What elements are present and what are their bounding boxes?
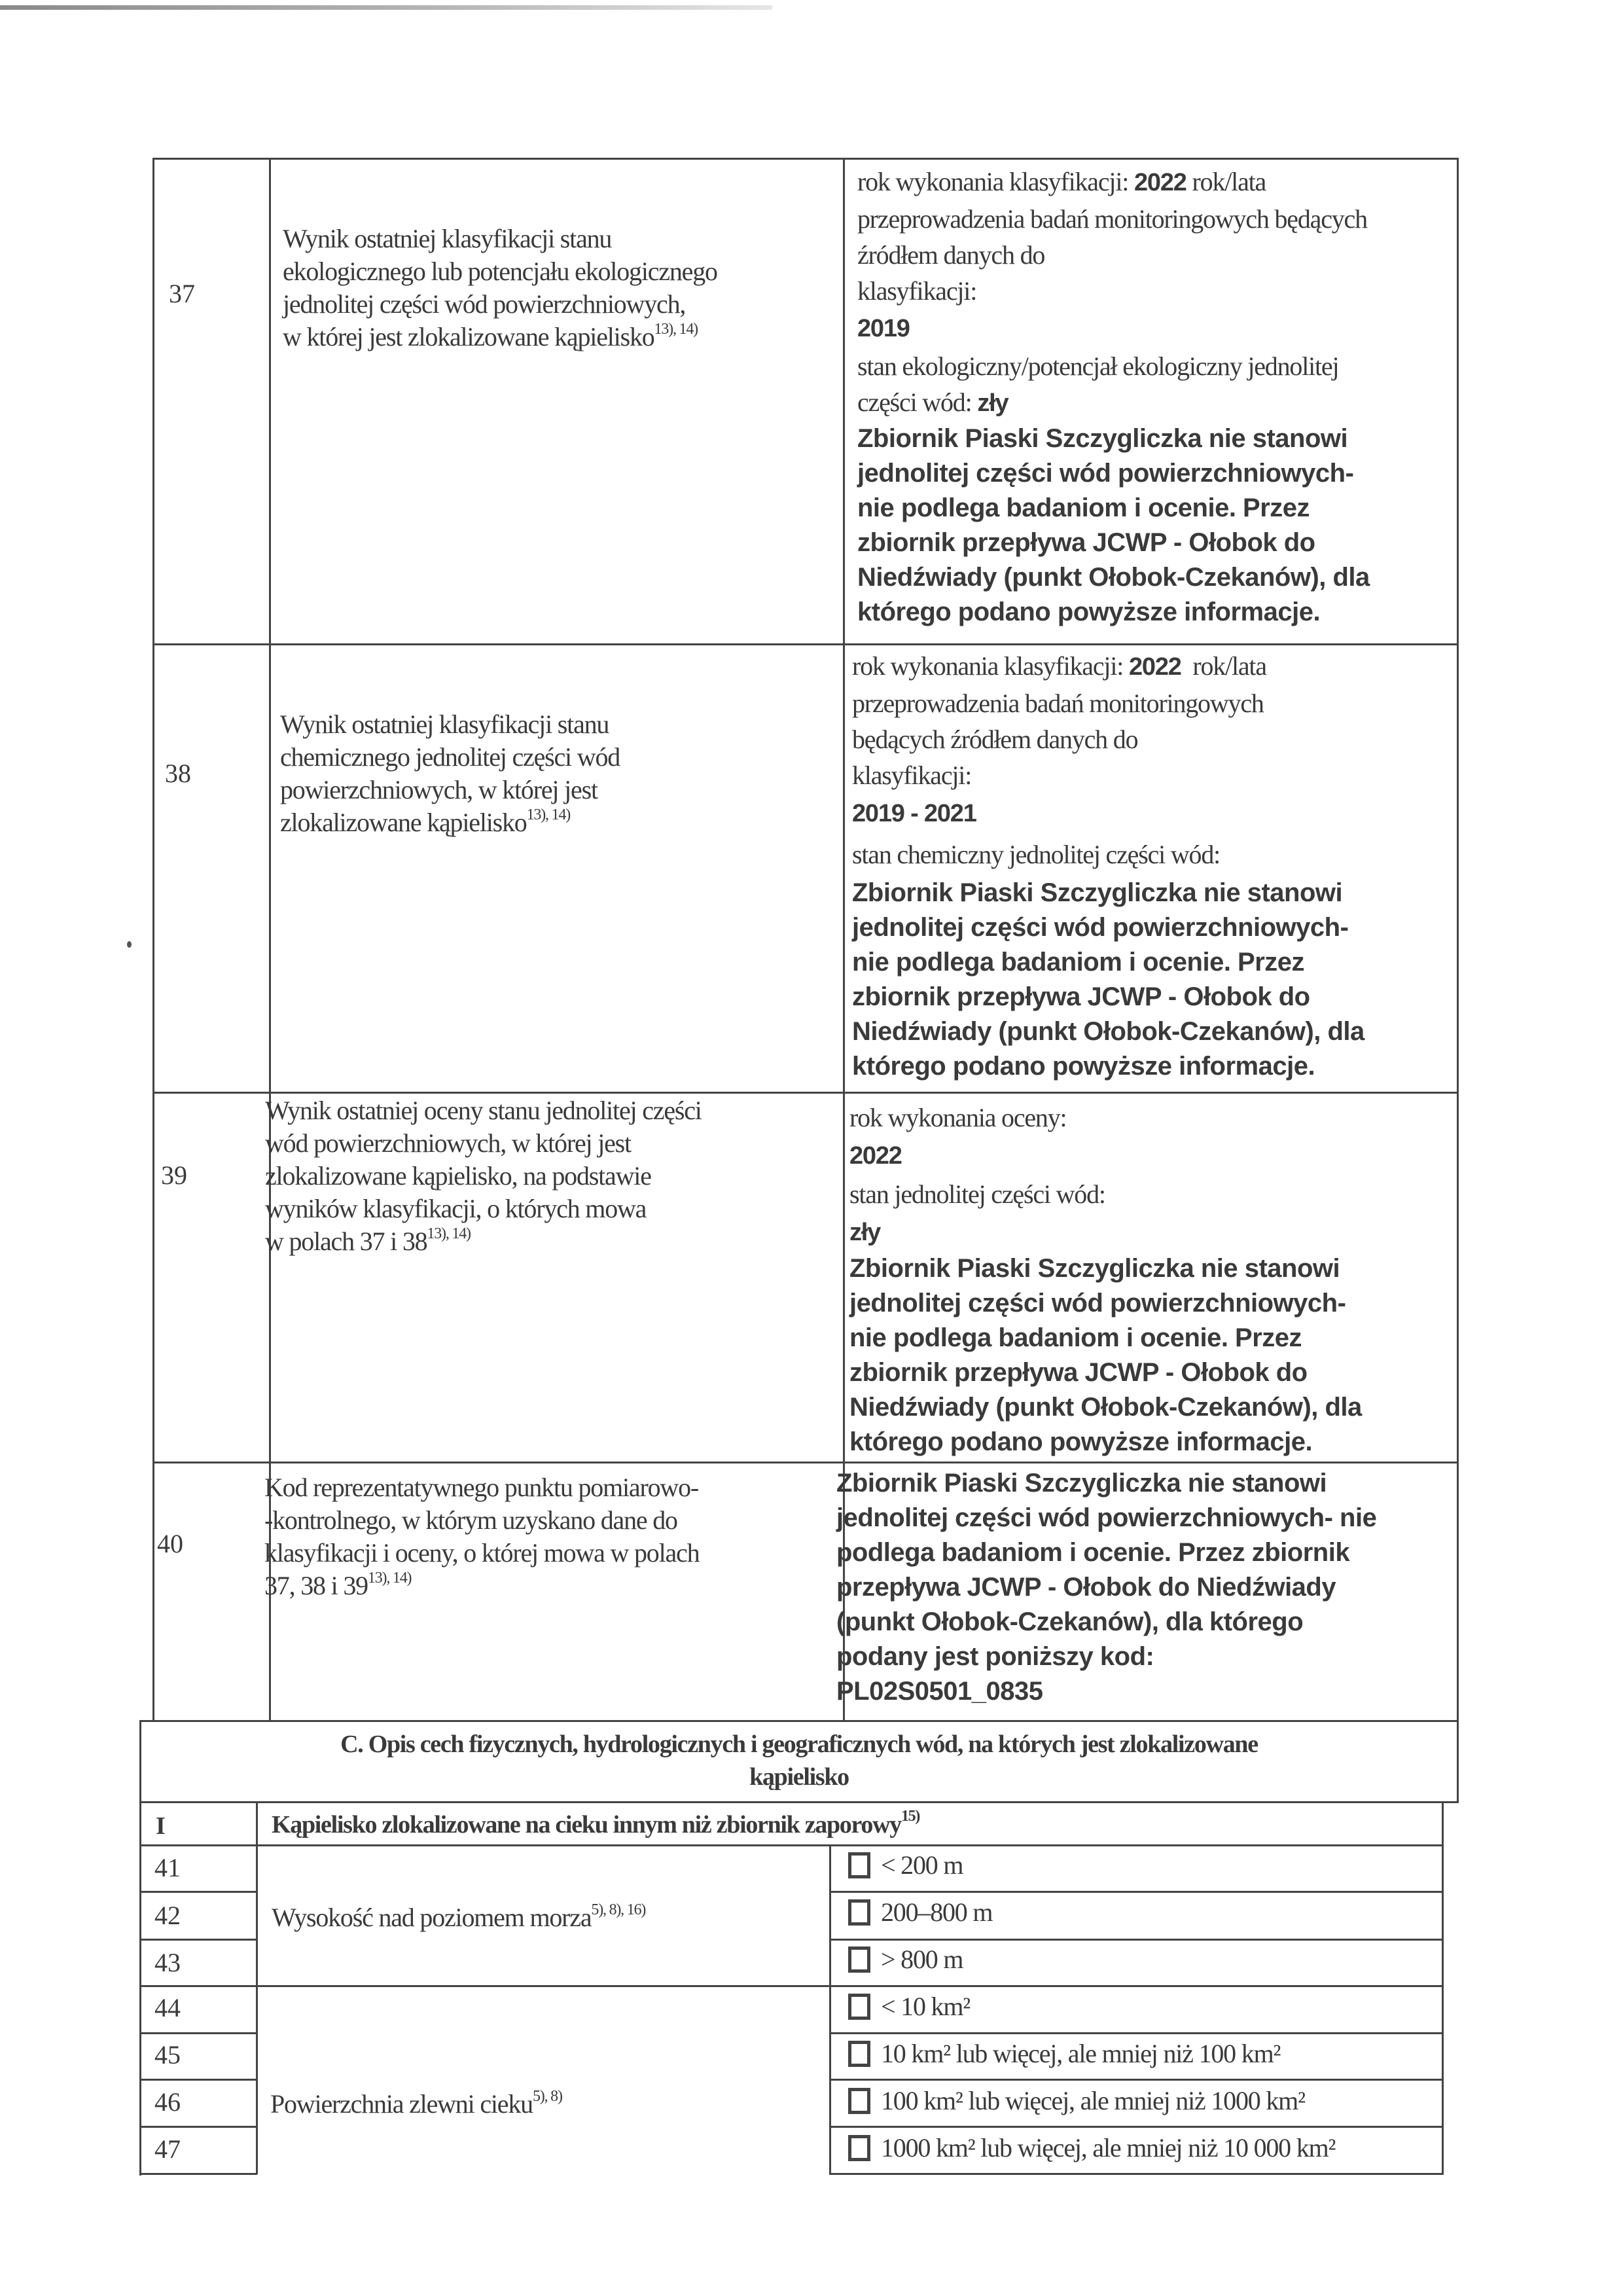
text-line: klasyfikacji: xyxy=(852,761,972,790)
catchment-option-10-100[interactable] xyxy=(848,2038,1280,2069)
text-line xyxy=(852,648,1451,685)
text-line: (punkt Ołobok-Czekanów), dla którego xyxy=(836,1607,1304,1636)
row-number: 38 xyxy=(165,759,191,788)
table-rule-horizontal xyxy=(152,158,1459,160)
text-line: C. Opis cech fizycznych, hydrologicznych i geograficznych wód, na których jest zlokalizowane xyxy=(340,1731,1258,1758)
text-line: ekologicznego lub potencjału ekologicznego xyxy=(283,257,717,286)
table-rule-horizontal xyxy=(829,2032,1444,2034)
option-number: 43 xyxy=(154,1948,181,1977)
text-line: -kontrolnego, w którym uzyskano dane do xyxy=(264,1505,677,1535)
table-rule-horizontal xyxy=(139,1985,1444,1987)
text-line: Kod reprezentatywnego punktu pomiarowo- xyxy=(264,1473,698,1502)
checkbox[interactable] xyxy=(848,1946,870,1973)
subsection-number: I xyxy=(156,1812,165,1840)
text-line: powierzchniowych, w której jest xyxy=(280,775,597,804)
scan-edge-line xyxy=(0,5,772,10)
row-label xyxy=(265,1094,834,1258)
catchment-option-1000-10000[interactable] xyxy=(848,2132,1335,2163)
text-line xyxy=(857,384,1453,422)
row-label xyxy=(280,708,836,839)
footnote-ref: 5), 8) xyxy=(532,2088,562,2105)
row-value xyxy=(852,648,1451,1084)
table-rule-horizontal xyxy=(139,1720,1459,1722)
altitude-option-200-800[interactable] xyxy=(848,1897,992,1928)
checkbox[interactable] xyxy=(848,1852,870,1878)
table-rule-horizontal xyxy=(152,1092,1459,1094)
row-label xyxy=(264,1471,840,1602)
text-line: źródłem danych do xyxy=(857,240,1045,270)
water-body-status: zły xyxy=(849,1219,881,1246)
monitoring-period: 2019 xyxy=(857,315,910,342)
classification-year: 2022 xyxy=(1128,653,1181,681)
text-line: nie podlega badaniom i ocenie. Przez xyxy=(857,493,1310,522)
table-rule-horizontal xyxy=(139,2079,257,2081)
text-line: części wód: xyxy=(857,387,972,417)
table-rule-vertical xyxy=(152,158,154,1722)
text-line: 100 km² lub więcej, ale mniej niż 1000 km² xyxy=(881,2086,1305,2115)
table-rule-horizontal xyxy=(139,1801,1459,1803)
table-rule-vertical xyxy=(1457,158,1459,1722)
note xyxy=(857,422,1453,630)
row-value xyxy=(836,1466,1455,1709)
text-line: Wynik ostatniej klasyfikacji stanu xyxy=(283,224,612,253)
text-line: nie podlega badaniom i ocenie. Przez xyxy=(852,948,1305,977)
text-line: przeprowadzenia badań monitoringowych xyxy=(852,689,1264,718)
text-line: Wynik ostatniej klasyfikacji stanu xyxy=(280,709,609,739)
row-number: 39 xyxy=(161,1160,187,1190)
table-rule-vertical xyxy=(256,1801,258,2174)
section-c-title xyxy=(141,1728,1457,1793)
text-line: jednolitej części wód powierzchniowych- nie xyxy=(836,1503,1377,1532)
text-line: wód powierzchniowych, w której jest xyxy=(265,1128,631,1158)
text-line: < 200 m xyxy=(881,1850,963,1880)
classification-year: 2022 xyxy=(1133,169,1186,196)
table-rule-horizontal xyxy=(829,2126,1444,2128)
table-rule-horizontal xyxy=(139,1939,257,1941)
scan-speck xyxy=(127,941,132,948)
text-line: Niedźwiady (punkt Ołobok-Czekanów), dla xyxy=(857,563,1370,592)
text-line: rok/lata xyxy=(1192,651,1266,681)
table-rule-horizontal xyxy=(829,1891,1444,1893)
text-line xyxy=(265,1225,834,1258)
text-line: przepływa JCWP - Ołobok do Niedźwiady xyxy=(836,1573,1336,1602)
text-line: zbiornik przepływa JCWP - Ołobok do xyxy=(852,982,1310,1011)
text-line: 1000 km² lub więcej, ale mniej niż 10 000 km² xyxy=(881,2133,1336,2162)
row-number: 40 xyxy=(157,1529,183,1558)
catchment-option-lt10[interactable] xyxy=(848,1991,970,2022)
table-rule-horizontal xyxy=(829,1939,1444,1941)
subsection-title xyxy=(272,1810,919,1839)
option-number: 44 xyxy=(154,1993,181,2022)
table-rule-horizontal xyxy=(139,1891,257,1893)
text-line: będących źródłem danych do xyxy=(852,725,1138,754)
text-line: kąpielisko xyxy=(749,1763,849,1791)
text-line: Zbiornik Piaski Szczygliczka nie stanowi xyxy=(857,424,1348,453)
text-line xyxy=(283,321,839,353)
row-value xyxy=(857,164,1453,630)
option-number: 46 xyxy=(154,2087,181,2117)
catchment-option-100-1000[interactable] xyxy=(848,2085,1305,2116)
option-number: 47 xyxy=(154,2134,181,2164)
text-line: którego podano powyższe informacje. xyxy=(852,1052,1315,1081)
table-rule-horizontal xyxy=(829,2173,1444,2175)
text-line: Zbiornik Piaski Szczygliczka nie stanowi xyxy=(836,1469,1327,1498)
footnote-ref: 13), 14) xyxy=(526,806,571,823)
text-line: Kąpielisko zlokalizowane na cieku innym niż zbiornik zaporowy xyxy=(272,1811,901,1839)
checkbox[interactable] xyxy=(848,2135,870,2161)
text-line xyxy=(857,164,1453,201)
text-line: zbiornik przepływa JCWP - Ołobok do xyxy=(857,528,1315,557)
table-rule-vertical xyxy=(1457,1720,1459,1803)
text-line: stan ekologiczny/potencjał ekologiczny jednolitej xyxy=(857,351,1339,381)
text-line: 200–800 m xyxy=(881,1897,993,1927)
option-number: 41 xyxy=(154,1853,181,1882)
text-line: stan jednolitej części wód: xyxy=(849,1179,1105,1209)
assessment-year: 2022 xyxy=(849,1142,902,1170)
text-line: > 800 m xyxy=(881,1945,963,1974)
text-line: rok wykonania klasyfikacji: xyxy=(852,651,1124,681)
text-line: 37, 38 i 39 xyxy=(264,1571,368,1600)
text-line: podlega badaniom i ocenie. Przez zbiornik xyxy=(836,1538,1350,1567)
table-rule-vertical xyxy=(829,1844,831,2174)
text-line: < 10 km² xyxy=(881,1992,971,2021)
table-rule-horizontal xyxy=(829,2079,1444,2081)
table-rule-horizontal xyxy=(139,1844,1444,1846)
altitude-option-gt800[interactable] xyxy=(848,1944,963,1975)
text-line: Niedźwiady (punkt Ołobok-Czekanów), dla xyxy=(849,1393,1362,1422)
table-rule-horizontal xyxy=(152,1462,1459,1463)
option-number: 45 xyxy=(154,2040,181,2070)
footnote-ref: 13), 14) xyxy=(654,321,698,338)
text-line: zlokalizowane kąpielisko, na podstawie xyxy=(265,1161,651,1191)
row-value xyxy=(849,1100,1448,1460)
table-rule-horizontal xyxy=(139,2173,257,2175)
note xyxy=(852,876,1451,1084)
text-line: przeprowadzenia badań monitoringowych będących xyxy=(857,204,1367,234)
text-line: klasyfikacji: xyxy=(857,276,977,306)
text-line: 10 km² lub więcej, ale mniej niż 100 km² xyxy=(881,2039,1281,2068)
text-line: Zbiornik Piaski Szczygliczka nie stanowi xyxy=(849,1254,1340,1283)
altitude-option-lt200[interactable] xyxy=(848,1850,963,1880)
text-line: stan chemiczny jednolitej części wód: xyxy=(852,840,1221,869)
measurement-point-code: PL02S0501_0835 xyxy=(836,1677,1043,1706)
checkbox[interactable] xyxy=(848,1899,870,1926)
text-line: Powierzchnia zlewni cieku xyxy=(270,2089,533,2119)
checkbox[interactable] xyxy=(848,2088,870,2114)
row-label xyxy=(283,223,839,353)
text-line: jednolitej części wód powierzchniowych- xyxy=(852,913,1349,942)
text-line: którego podano powyższe informacje. xyxy=(849,1427,1313,1456)
row-number: 37 xyxy=(169,279,195,308)
checkbox[interactable] xyxy=(848,1994,870,2020)
footnote-ref: 13), 14) xyxy=(427,1225,471,1242)
text-line xyxy=(264,1570,840,1602)
text-line: w której jest zlokalizowane kąpielisko xyxy=(283,322,654,351)
text-line: Niedźwiady (punkt Ołobok-Czekanów), dla xyxy=(852,1017,1364,1046)
table-rule-horizontal xyxy=(139,2032,257,2034)
footnote-ref: 15) xyxy=(901,1808,920,1825)
table-rule-horizontal xyxy=(139,2126,257,2128)
text-line: zbiornik przepływa JCWP - Ołobok do xyxy=(849,1358,1308,1387)
footnote-ref: 13), 14) xyxy=(367,1570,412,1587)
footnote-ref: 5), 8), 16) xyxy=(591,1901,646,1918)
text-line: w polach 37 i 38 xyxy=(265,1227,427,1256)
table-rule-horizontal xyxy=(152,643,1459,645)
text-line xyxy=(280,806,836,839)
text-line: Wysokość nad poziomem morza xyxy=(272,1903,592,1932)
altitude-label xyxy=(272,1901,645,1934)
table-rule-vertical xyxy=(1442,1801,1444,2174)
text-line: którego podano powyższe informacje. xyxy=(857,598,1321,626)
text-line: chemicznego jednolitej części wód xyxy=(280,742,620,772)
checkbox[interactable] xyxy=(848,2041,870,2067)
option-number: 42 xyxy=(154,1901,181,1930)
monitoring-period: 2019 - 2021 xyxy=(852,800,976,827)
text-line: jednolitej części wód powierzchniowych- xyxy=(849,1289,1346,1318)
ecological-status: zły xyxy=(977,389,1008,417)
catchment-area-label xyxy=(270,2088,562,2121)
text-line: zlokalizowane kąpielisko xyxy=(280,808,527,837)
text-line: rok wykonania klasyfikacji: xyxy=(857,167,1129,196)
text-line: podany jest poniższy kod: xyxy=(836,1642,1154,1671)
note xyxy=(849,1251,1448,1460)
text-line: wyników klasyfikacji, o których mowa xyxy=(265,1194,647,1223)
text-line: Wynik ostatniej oceny stanu jednolitej części xyxy=(265,1096,702,1125)
text-line: rok wykonania oceny: xyxy=(849,1103,1067,1132)
text-line: jednolitej części wód powierzchniowych- xyxy=(857,459,1354,488)
text-line: Zbiornik Piaski Szczygliczka nie stanowi xyxy=(852,878,1343,907)
text-line: rok/lata xyxy=(1192,167,1266,196)
text-line: jednolitej części wód powierzchniowych, xyxy=(283,289,686,319)
text-line: klasyfikacji i oceny, o której mowa w polach xyxy=(264,1538,700,1568)
text-line: nie podlega badaniom i ocenie. Przez xyxy=(849,1323,1302,1352)
